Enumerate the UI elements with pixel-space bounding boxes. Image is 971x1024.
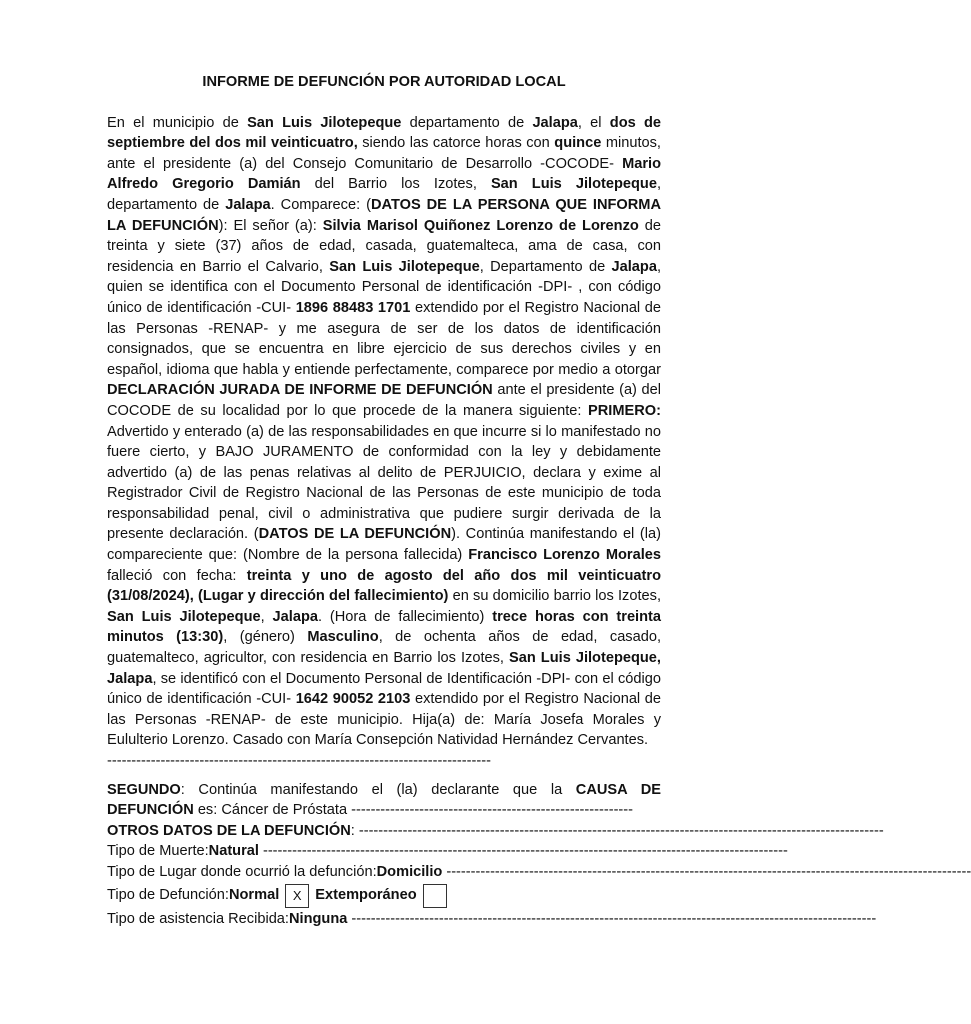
asistencia-row (107, 909, 877, 930)
separator-line: ------------------------------------------------------------------------------- (107, 753, 491, 769)
segundo-label: SEGUNDO (107, 781, 181, 798)
bold-run: treinta y uno de agosto del año dos mil veinticuatro (31/08/2024), (Lugar y dirección del fallecimiento) (107, 567, 661, 605)
segundo-text: : Continúa manifestando el (la) declarante que la (180, 781, 576, 798)
bold-run: San Luis Jilotepeque, Jalapa (107, 650, 661, 687)
bold-run: Jalapa (272, 608, 318, 625)
text-run: , (género) (223, 629, 308, 646)
bold-run: San Luis Jilotepeque (490, 176, 657, 193)
bold-run: Mario Alfredo Gregorio Damián (107, 155, 661, 193)
tipo-muerte-value: Natural (208, 843, 259, 860)
text-run: , se identificó con el Documento Personal de Identificación -DPI- con el código único de identificación -CUI- (107, 670, 661, 708)
dash-fill: ------------------------------------------------------------------------------------------------------------ (351, 910, 877, 927)
paragraph-second (107, 780, 661, 821)
dash-fill: ------------------------------------------------------------------------------------------------------------ (358, 822, 884, 839)
text-run: , (260, 608, 273, 625)
paragraph-first (107, 113, 661, 751)
bold-run: San Luis Jilotepeque (107, 608, 261, 625)
text-run: , el (577, 114, 610, 131)
bold-run: Jalapa (225, 196, 271, 213)
bold-run: 1642 90052 2103 (295, 691, 411, 708)
bold-run: quince (554, 135, 602, 152)
bold-run: PRIMERO: (588, 402, 661, 419)
bold-run: San Luis Jilotepeque (329, 258, 480, 275)
tipo-defuncion-extemporaneo: Extemporáneo (315, 887, 417, 904)
text-run: de treinta y siete (37) años de edad, casada, guatemalteca, ama de casa, con residencia en Barrio el Calvario, (107, 217, 661, 275)
tipo-lugar-row (107, 862, 971, 883)
bold-run: trece horas con treinta minutos (13:30) (107, 608, 662, 646)
bold-run: DATOS DE LA DEFUNCIÓN (258, 526, 452, 543)
text-run: ante el presidente (a) del COCODE de su localidad por lo que procede de la manera siguiente: (107, 382, 661, 419)
text-run: siendo las catorce horas con (357, 135, 555, 152)
text-run: , Departamento de (479, 258, 612, 275)
text-run: departamento de (401, 114, 533, 131)
text-run: extendido por el Registro Nacional de las Personas -RENAP- de este municipio. Hija(a) de: María Josefa Morales y Eululterio Lorenzo. Casado con María Consepción Natividad Hernández Cervantes. (107, 691, 661, 749)
text-run: del Barrio los Izotes, (300, 176, 491, 193)
bold-run: DECLARACIÓN JURADA DE INFORME DE DEFUNCIÓN (107, 382, 493, 399)
extemporaneo-checkbox[interactable] (423, 884, 447, 908)
text-run: en su domicilio barrio los Izotes, (448, 588, 661, 605)
bold-run: Francisco Lorenzo Morales (468, 547, 661, 564)
normal-checkbox[interactable]: X (285, 884, 309, 908)
bold-run: San Luis Jilotepeque (247, 114, 402, 131)
tipo-defuncion-label: Tipo de Defunción: (107, 887, 229, 904)
text-run: , quien se identifica con el Documento Personal de identificación -DPI- , con código único de identificación -CUI- (107, 258, 662, 316)
document-title: INFORME DE DEFUNCIÓN POR AUTORIDAD LOCAL (202, 74, 566, 90)
causa-dashes: ---------------------------------------------------------- (351, 802, 634, 819)
bold-run: DATOS DE LA PERSONA QUE INFORMA LA DEFUNCIÓN (107, 196, 661, 234)
text-run: . Comparece: ( (270, 196, 371, 213)
bold-run: Masculino (307, 629, 379, 646)
tipo-defuncion-row (107, 883, 661, 909)
bold-run: Silvia Marisol Quiñonez Lorenzo de Lorenzo (322, 217, 639, 234)
text-run: Advertido y enterado (a) de las responsabilidades en que incurre si lo manifestado no fuere cierto, y BAJO JURAMENTO de conformidad con la ley y debidamente advertido (a) de las penas relativas al delito de PERJUICIO, declara y exime al Registrador Civil de Registro Nacional de las Personas de este municipio de toda responsabilidad penal, civil o administrativa que pudiere surgir derivada de la presente declaración. ( (107, 423, 661, 543)
asistencia-value: Ninguna (288, 910, 348, 927)
bold-run: 1896 88483 1701 (295, 299, 411, 316)
tipo-lugar-label: Tipo de Lugar donde ocurrió la defunción: (107, 863, 377, 880)
bold-run: Jalapa (532, 114, 578, 131)
bold-run: dos de septiembre del dos mil veinticuatro, (107, 114, 662, 152)
tipo-lugar-value: Domicilio (376, 863, 443, 880)
text-run: , de ochenta años de edad, casado, guatemalteco, agricultor, con residencia en Barrio los Izotes, (107, 629, 662, 667)
causa-label: CAUSA DE DEFUNCIÓN (107, 781, 661, 819)
text-run: ): El señor (a): (218, 217, 323, 234)
text-run: minutos, ante el presidente (a) del Consejo Comunitario de Desarrollo -COCODE- (107, 135, 661, 172)
text-run: , departamento de (107, 176, 662, 213)
text-run: falleció con fecha: (107, 567, 247, 584)
dash-fill: ------------------------------------------------------------------------------------------------------------ (446, 863, 971, 880)
otros-datos-colon: : (350, 822, 355, 839)
dash-fill: ------------------------------------------------------------------------------------------------------------ (262, 843, 788, 860)
asistencia-label: Tipo de asistencia Recibida: (107, 910, 289, 927)
text-run: ). Continúa manifestando el (la) compareciente que: (Nombre de la persona fallecida) (107, 526, 661, 564)
tipo-defuncion-normal: Normal (228, 887, 280, 904)
text-run: . (Hora de fallecimiento) (317, 608, 493, 625)
text-run: extendido por el Registro Nacional de las Personas -RENAP- y me asegura de ser de los datos de identificación consignados, que se encuentra en libre ejercicio de sus derechos civiles y en español, idioma que habla y entiende perfectamente, comparece por medio a otorgar (107, 299, 661, 378)
tipo-muerte-label: Tipo de Muerte: (107, 843, 209, 860)
bold-run: Jalapa (611, 258, 657, 275)
otros-datos-row (107, 821, 884, 842)
document-page (107, 72, 971, 929)
tipo-muerte-row (107, 841, 788, 862)
text-run: En el municipio de (107, 114, 248, 131)
causa-text: es: Cáncer de Próstata (193, 802, 352, 819)
otros-datos-label: OTROS DATOS DE LA DEFUNCIÓN (107, 822, 351, 839)
